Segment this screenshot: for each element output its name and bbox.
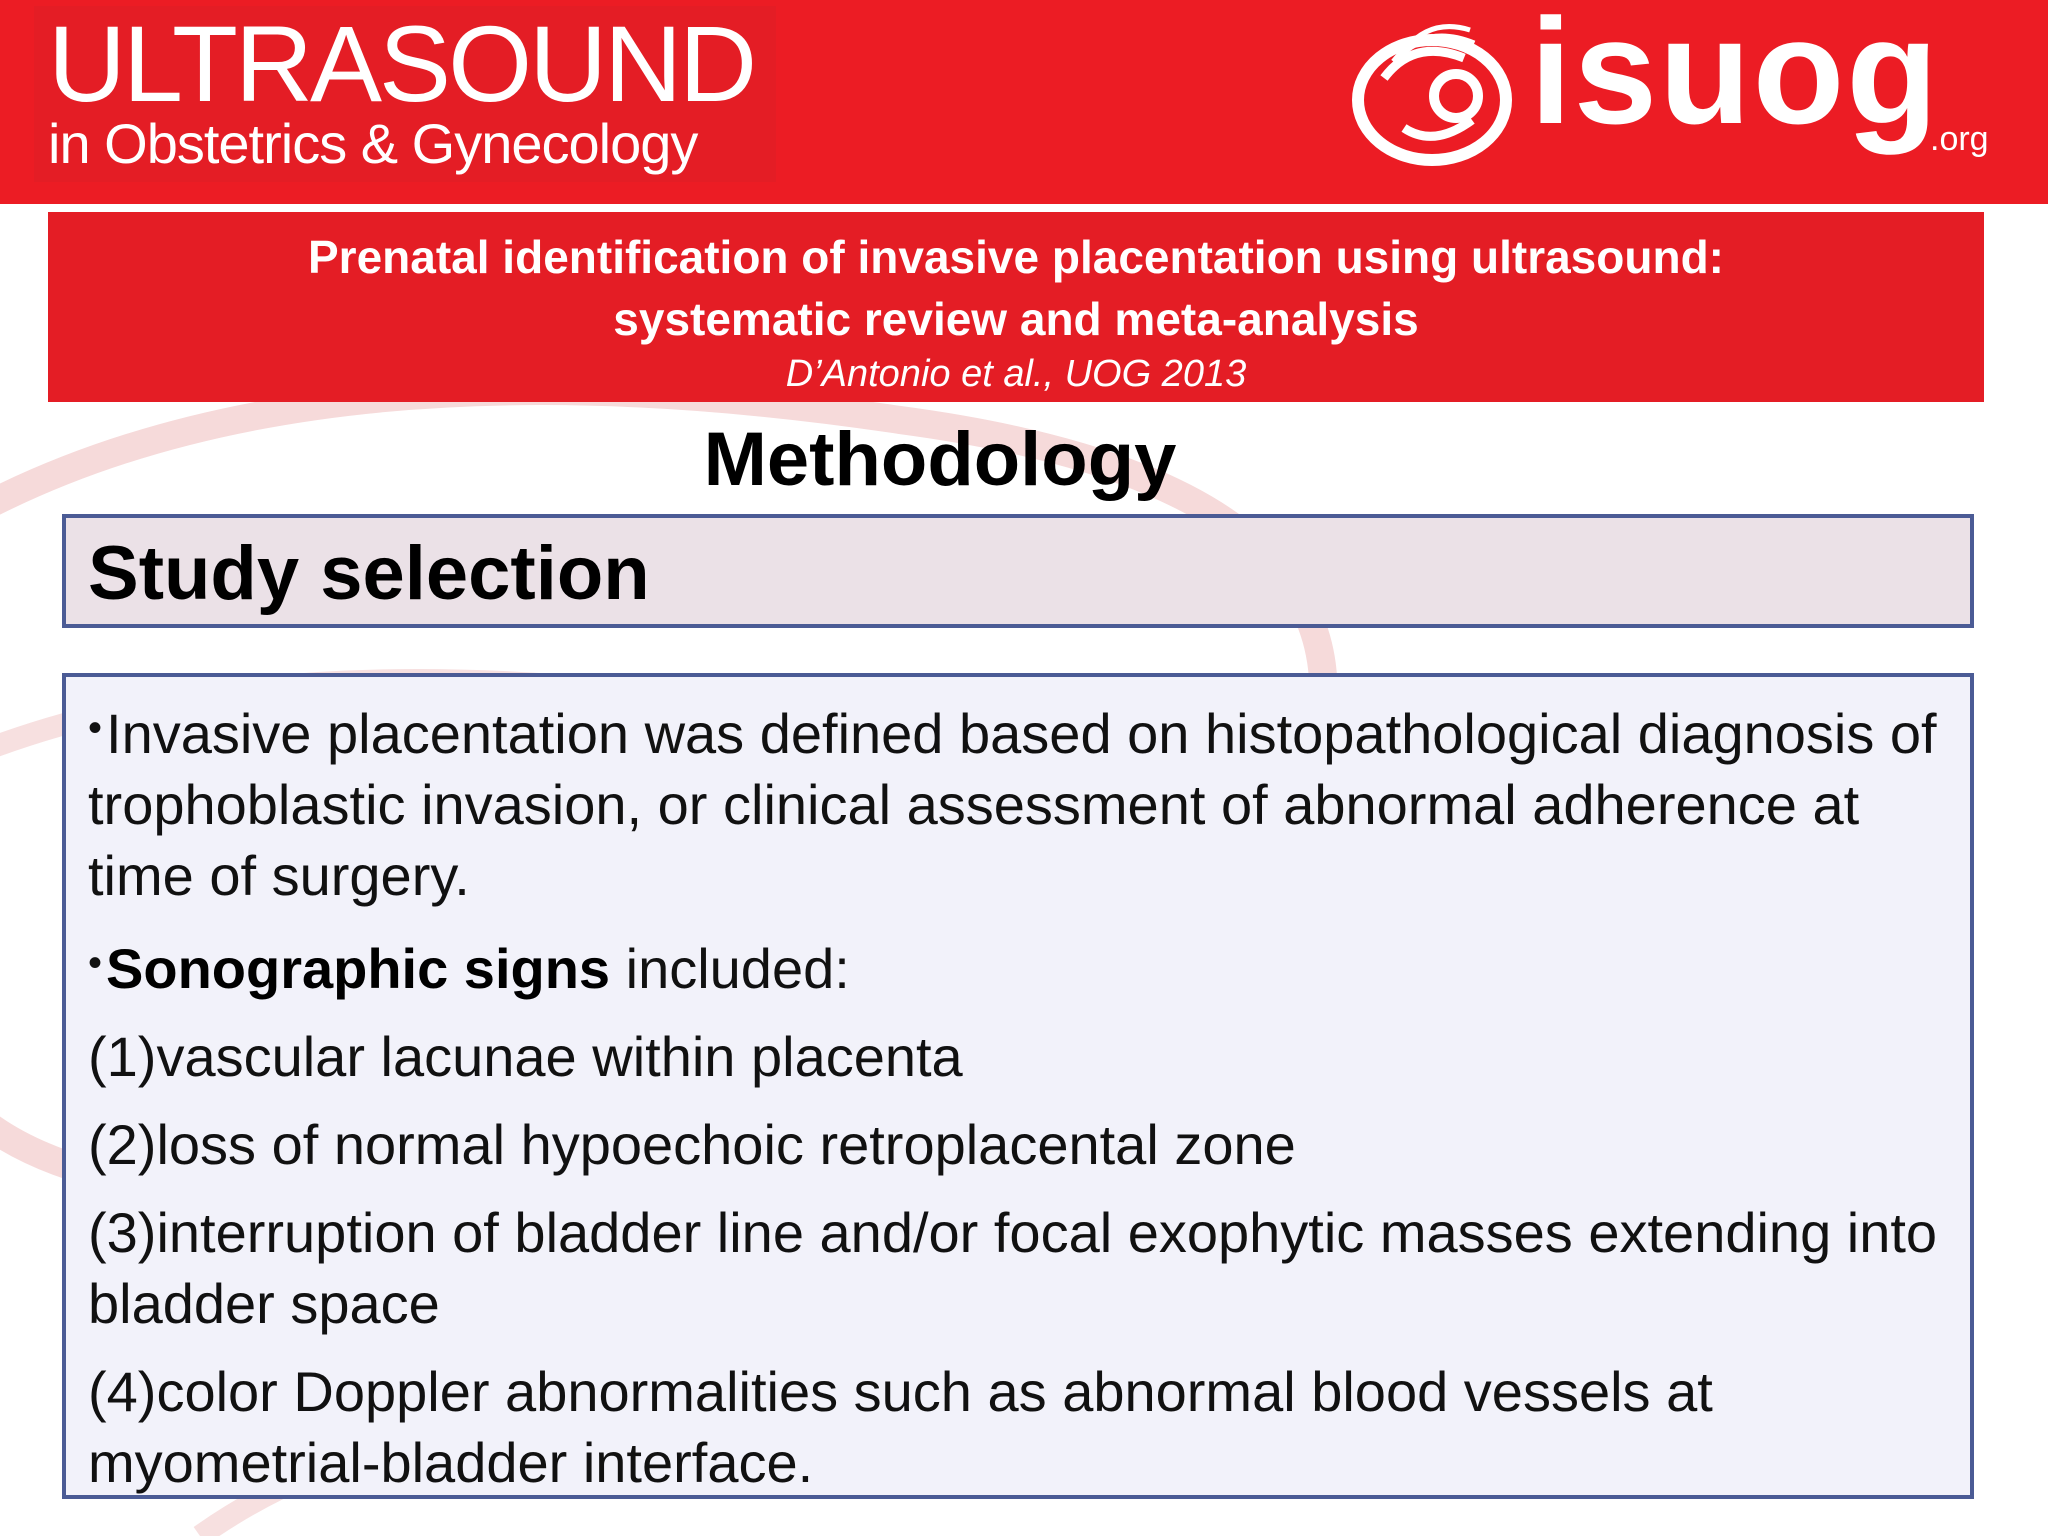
bullet-definition-text: Invasive placentation was defined based on histopathological diagnosis of trophoblastic invasion, or clinical assessment of abnormal adherence at time of surgery. (88, 702, 1937, 907)
section-heading: Methodology (703, 417, 1177, 502)
sonographic-signs-rest: included: (610, 937, 850, 1000)
journal-subtitle: in Obstetrics & Gynecology (48, 112, 698, 175)
article-title-line2: systematic review and meta-analysis (613, 293, 1419, 345)
sonographic-signs-bold: Sonographic signs (106, 937, 611, 1000)
sign-item: (1)vascular lacunae within placenta (88, 1025, 963, 1088)
isuog-fetus-logo-icon (1344, 18, 1514, 168)
logo-wordmark: isuog (1530, 0, 1940, 155)
content-box (62, 673, 1974, 1499)
bullet-sonographic (88, 928, 1950, 1004)
bullet-dot: • (88, 941, 103, 985)
article-citation: D’Antonio et al., UOG 2013 (785, 353, 1247, 395)
journal-title: ULTRASOUND (48, 3, 755, 124)
journal-header (0, 0, 2048, 204)
study-selection-label: Study selection (88, 531, 650, 616)
article-title (48, 226, 1984, 350)
sign-item: (2)loss of normal hypoechoic retroplacental zone (88, 1113, 1296, 1176)
logo-tld: .org (1930, 120, 1989, 158)
article-title-line1: Prenatal identification of invasive placentation using ultrasound: (308, 231, 1724, 283)
isuog-logo (1340, 0, 2020, 190)
journal-brand (34, 3, 776, 182)
bullet-dot: • (88, 706, 103, 750)
article-banner (48, 212, 1984, 402)
sign-item: (4)color Doppler abnormalities such as abnormal blood vessels at myometrial-bladder interface. (88, 1360, 1713, 1494)
study-selection-box (62, 514, 1974, 628)
sign-item: (3)interruption of bladder line and/or focal exophytic masses extending into bladder space (88, 1201, 1938, 1335)
bullet-definition (88, 693, 1950, 911)
